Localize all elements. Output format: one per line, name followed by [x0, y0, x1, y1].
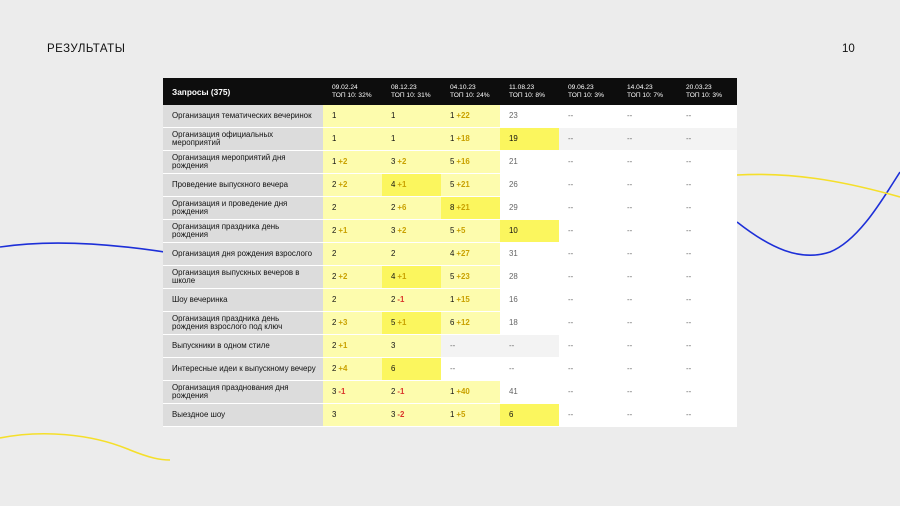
column-top10: ТОП 10: 7% — [627, 91, 663, 99]
table-row — [163, 151, 737, 174]
position-cell — [559, 335, 618, 358]
position-value: 21 — [509, 156, 518, 166]
table-row — [163, 289, 737, 312]
position-cell — [677, 266, 737, 289]
position-cell — [618, 105, 677, 128]
position-delta: -1 — [397, 386, 405, 396]
query-cell: Организация и проведение дня рождения — [163, 197, 323, 220]
position-cell — [441, 289, 500, 312]
position-value: 2 — [332, 340, 337, 350]
position-cell — [559, 381, 618, 404]
table-row — [163, 335, 737, 358]
position-cell — [559, 174, 618, 197]
position-cell — [677, 381, 737, 404]
position-cell — [441, 105, 500, 128]
position-delta: +3 — [338, 317, 348, 327]
slide-title: РЕЗУЛЬТАТЫ — [47, 43, 126, 55]
position-cell — [382, 335, 441, 358]
position-cell — [559, 105, 618, 128]
position-delta: +16 — [456, 156, 470, 166]
position-delta: +1 — [338, 225, 348, 235]
position-value: -- — [627, 202, 633, 212]
position-cell — [500, 266, 559, 289]
position-cell — [441, 128, 500, 151]
position-value: 2 — [332, 248, 337, 258]
position-delta: +40 — [456, 386, 470, 396]
position-value: -- — [568, 202, 574, 212]
position-delta: -1 — [397, 294, 405, 304]
position-cell — [559, 312, 618, 335]
position-cell — [323, 289, 382, 312]
position-cell — [323, 105, 382, 128]
position-value: -- — [568, 386, 574, 396]
position-delta: +21 — [456, 179, 470, 189]
position-value: -- — [450, 363, 456, 373]
position-cell — [382, 197, 441, 220]
position-value: 23 — [509, 110, 518, 120]
position-cell — [323, 335, 382, 358]
position-cell — [618, 128, 677, 151]
yellow-wave-bottom — [0, 434, 170, 460]
position-value: 1 — [450, 294, 455, 304]
position-value: -- — [686, 409, 692, 419]
position-cell — [382, 220, 441, 243]
position-value: 3 — [332, 386, 337, 396]
position-delta: +22 — [456, 110, 470, 120]
query-cell: Организация тематических вечеринок — [163, 105, 323, 128]
position-cell — [618, 266, 677, 289]
position-cell — [559, 151, 618, 174]
query-cell: Проведение выпускного вечера — [163, 174, 323, 197]
position-delta: +1 — [338, 340, 348, 350]
position-value: 1 — [450, 386, 455, 396]
position-value: 2 — [332, 317, 337, 327]
position-cell — [618, 243, 677, 266]
position-value: 26 — [509, 179, 518, 189]
date-column-header — [677, 78, 737, 105]
position-cell — [500, 312, 559, 335]
position-cell — [323, 381, 382, 404]
column-top10: ТОП 10: 31% — [391, 91, 431, 99]
query-cell: Организация праздника день рождения — [163, 220, 323, 243]
position-cell — [618, 151, 677, 174]
position-cell — [677, 197, 737, 220]
position-cell — [618, 312, 677, 335]
table-row — [163, 105, 737, 128]
position-cell — [441, 220, 500, 243]
position-cell — [323, 404, 382, 427]
position-delta: +2 — [338, 271, 348, 281]
position-value: -- — [450, 340, 456, 350]
position-delta: +27 — [456, 248, 470, 258]
position-cell — [677, 358, 737, 381]
position-cell — [441, 312, 500, 335]
position-cell — [382, 289, 441, 312]
query-cell: Выпускники в одном стиле — [163, 335, 323, 358]
position-delta: +1 — [397, 271, 407, 281]
position-cell — [382, 312, 441, 335]
position-value: -- — [568, 294, 574, 304]
column-date: 08.12.23 — [391, 83, 417, 91]
query-cell: Выездное шоу — [163, 404, 323, 427]
position-value: 16 — [509, 294, 518, 304]
position-cell — [441, 174, 500, 197]
position-value: 2 — [391, 248, 396, 258]
position-value: 10 — [509, 225, 518, 235]
position-value: -- — [627, 271, 633, 281]
position-value: -- — [686, 179, 692, 189]
position-value: -- — [568, 156, 574, 166]
table-header — [163, 78, 737, 105]
position-cell — [441, 243, 500, 266]
position-value: 1 — [391, 110, 396, 120]
position-value: -- — [686, 317, 692, 327]
position-cell — [500, 381, 559, 404]
table-row — [163, 197, 737, 220]
position-value: 5 — [450, 271, 455, 281]
position-delta: +12 — [456, 317, 470, 327]
position-cell — [323, 358, 382, 381]
position-cell — [500, 289, 559, 312]
queries-header: Запросы (375) — [163, 78, 323, 105]
column-top10: ТОП 10: 3% — [568, 91, 604, 99]
position-value: 3 — [332, 409, 337, 419]
positions-table — [163, 78, 737, 427]
position-cell — [382, 128, 441, 151]
position-cell — [323, 128, 382, 151]
query-cell: Организация празднования дня рождения — [163, 381, 323, 404]
position-value: 3 — [391, 225, 396, 235]
position-cell — [323, 151, 382, 174]
position-value: 6 — [509, 409, 514, 419]
position-value: 1 — [332, 133, 337, 143]
position-cell — [618, 404, 677, 427]
position-value: 2 — [391, 386, 396, 396]
position-cell — [382, 266, 441, 289]
column-top10: ТОП 10: 32% — [332, 91, 372, 99]
table-row — [163, 266, 737, 289]
query-cell: Организация мероприятий дня рождения — [163, 151, 323, 174]
position-value: -- — [568, 271, 574, 281]
position-value: -- — [686, 248, 692, 258]
position-cell — [382, 174, 441, 197]
position-value: -- — [686, 110, 692, 120]
position-cell — [559, 266, 618, 289]
position-value: 3 — [391, 340, 396, 350]
position-value: -- — [627, 133, 633, 143]
position-value: 2 — [332, 202, 337, 212]
position-cell — [618, 289, 677, 312]
position-cell — [559, 220, 618, 243]
position-cell — [618, 381, 677, 404]
position-value: 29 — [509, 202, 518, 212]
position-value: 2 — [332, 363, 337, 373]
column-date: 09.06.23 — [568, 83, 594, 91]
query-cell: Шоу вечеринка — [163, 289, 323, 312]
yellow-wave-right — [737, 174, 900, 197]
position-cell — [323, 174, 382, 197]
position-cell — [500, 404, 559, 427]
position-value: 6 — [450, 317, 455, 327]
position-value: -- — [627, 409, 633, 419]
position-cell — [441, 151, 500, 174]
position-value: -- — [568, 248, 574, 258]
position-value: -- — [627, 363, 633, 373]
position-cell — [500, 128, 559, 151]
position-value: 4 — [450, 248, 455, 258]
position-value: 2 — [391, 202, 396, 212]
position-value: -- — [627, 340, 633, 350]
table-row — [163, 128, 737, 151]
table-row — [163, 220, 737, 243]
position-cell — [382, 243, 441, 266]
position-cell — [500, 335, 559, 358]
position-value: -- — [568, 179, 574, 189]
position-cell — [618, 174, 677, 197]
position-value: 3 — [391, 156, 396, 166]
position-delta: +2 — [338, 156, 348, 166]
query-cell: Организация выпускных вечеров в школе — [163, 266, 323, 289]
position-value: 1 — [450, 110, 455, 120]
position-value: -- — [686, 386, 692, 396]
query-cell: Организация официальных мероприятий — [163, 128, 323, 151]
position-value: 5 — [450, 156, 455, 166]
position-cell — [500, 220, 559, 243]
position-delta: +15 — [456, 294, 470, 304]
position-value: 1 — [332, 156, 337, 166]
position-delta: +18 — [456, 133, 470, 143]
position-cell — [382, 151, 441, 174]
column-top10: ТОП 10: 24% — [450, 91, 490, 99]
position-cell — [677, 220, 737, 243]
position-delta: +23 — [456, 271, 470, 281]
position-cell — [618, 335, 677, 358]
column-date: 09.02.24 — [332, 83, 358, 91]
position-value: 1 — [391, 133, 396, 143]
table-row — [163, 312, 737, 335]
position-delta: -2 — [397, 409, 405, 419]
position-value: -- — [686, 225, 692, 235]
position-value: -- — [627, 110, 633, 120]
position-value: 5 — [450, 179, 455, 189]
position-value: 18 — [509, 317, 518, 327]
position-cell — [500, 105, 559, 128]
position-cell — [382, 381, 441, 404]
position-cell — [441, 266, 500, 289]
position-value: -- — [686, 156, 692, 166]
column-date: 11.08.23 — [509, 83, 535, 91]
position-value: 1 — [450, 409, 455, 419]
position-value: -- — [627, 294, 633, 304]
position-value: -- — [686, 294, 692, 304]
position-cell — [677, 289, 737, 312]
position-value: -- — [568, 363, 574, 373]
position-cell — [559, 197, 618, 220]
position-delta: +2 — [397, 225, 407, 235]
position-delta: +1 — [397, 317, 407, 327]
column-date: 20.03.23 — [686, 83, 712, 91]
position-cell — [323, 312, 382, 335]
position-cell — [677, 312, 737, 335]
position-value: 1 — [450, 133, 455, 143]
position-cell — [500, 197, 559, 220]
date-column-header — [323, 78, 382, 105]
position-cell — [323, 266, 382, 289]
position-cell — [382, 105, 441, 128]
position-value: -- — [686, 202, 692, 212]
position-cell — [677, 174, 737, 197]
position-value: -- — [568, 225, 574, 235]
position-cell — [441, 358, 500, 381]
position-value: -- — [509, 340, 515, 350]
position-delta: +5 — [456, 225, 466, 235]
position-cell — [559, 358, 618, 381]
query-cell: Интересные идеи к выпускному вечеру — [163, 358, 323, 381]
position-cell — [677, 404, 737, 427]
position-cell — [618, 197, 677, 220]
position-cell — [441, 197, 500, 220]
position-value: 8 — [450, 202, 455, 212]
position-value: 2 — [332, 294, 337, 304]
position-value: 3 — [391, 409, 396, 419]
position-delta: +2 — [397, 156, 407, 166]
column-date: 04.10.23 — [450, 83, 476, 91]
position-value: -- — [568, 340, 574, 350]
position-delta: +21 — [456, 202, 470, 212]
date-column-header — [618, 78, 677, 105]
column-top10: ТОП 10: 8% — [509, 91, 545, 99]
blue-wave-right — [737, 172, 900, 255]
position-value: 5 — [391, 317, 396, 327]
position-delta: +4 — [338, 363, 348, 373]
position-cell — [382, 404, 441, 427]
position-value: 2 — [332, 271, 337, 281]
query-cell: Организация праздника день рождения взрослого под ключ — [163, 312, 323, 335]
table-row — [163, 404, 737, 427]
table-row — [163, 174, 737, 197]
position-cell — [677, 243, 737, 266]
position-value: 41 — [509, 386, 518, 396]
position-cell — [500, 151, 559, 174]
position-cell — [441, 335, 500, 358]
column-date: 14.04.23 — [627, 83, 653, 91]
position-value: 1 — [332, 110, 337, 120]
position-cell — [618, 358, 677, 381]
position-value: 4 — [391, 271, 396, 281]
page-number: 10 — [842, 43, 855, 55]
position-cell — [500, 358, 559, 381]
position-cell — [677, 128, 737, 151]
table-body — [163, 105, 737, 427]
position-cell — [323, 243, 382, 266]
position-value: -- — [509, 363, 515, 373]
position-value: -- — [627, 225, 633, 235]
position-cell — [441, 404, 500, 427]
position-delta: -1 — [338, 386, 346, 396]
position-value: -- — [627, 156, 633, 166]
position-value: 19 — [509, 133, 518, 143]
table-row — [163, 381, 737, 404]
position-value: -- — [568, 110, 574, 120]
position-value: 31 — [509, 248, 518, 258]
position-value: -- — [627, 248, 633, 258]
table-row — [163, 243, 737, 266]
table-row — [163, 358, 737, 381]
position-value: 5 — [450, 225, 455, 235]
position-value: -- — [568, 409, 574, 419]
position-value: 4 — [391, 179, 396, 189]
position-value: 28 — [509, 271, 518, 281]
position-value: 6 — [391, 363, 396, 373]
position-value: -- — [686, 363, 692, 373]
position-delta: +5 — [456, 409, 466, 419]
position-cell — [559, 243, 618, 266]
position-cell — [500, 243, 559, 266]
position-cell — [441, 381, 500, 404]
column-top10: ТОП 10: 3% — [686, 91, 722, 99]
position-cell — [323, 220, 382, 243]
position-cell — [677, 105, 737, 128]
position-value: 2 — [391, 294, 396, 304]
position-value: -- — [568, 317, 574, 327]
date-column-header — [441, 78, 500, 105]
position-value: 2 — [332, 179, 337, 189]
position-cell — [618, 220, 677, 243]
position-value: -- — [568, 133, 574, 143]
date-column-header — [382, 78, 441, 105]
position-cell — [559, 289, 618, 312]
query-cell: Организация дня рождения взрослого — [163, 243, 323, 266]
position-cell — [677, 151, 737, 174]
position-cell — [559, 128, 618, 151]
position-cell — [559, 404, 618, 427]
position-value: -- — [686, 271, 692, 281]
position-cell — [500, 174, 559, 197]
position-cell — [323, 197, 382, 220]
position-value: 2 — [332, 225, 337, 235]
date-column-header — [559, 78, 618, 105]
date-column-header — [500, 78, 559, 105]
position-cell — [677, 335, 737, 358]
position-value: -- — [686, 133, 692, 143]
position-delta: +6 — [397, 202, 407, 212]
position-value: -- — [627, 386, 633, 396]
position-value: -- — [686, 340, 692, 350]
position-value: -- — [627, 179, 633, 189]
position-delta: +2 — [338, 179, 348, 189]
position-cell — [382, 358, 441, 381]
position-delta: +1 — [397, 179, 407, 189]
position-value: -- — [627, 317, 633, 327]
